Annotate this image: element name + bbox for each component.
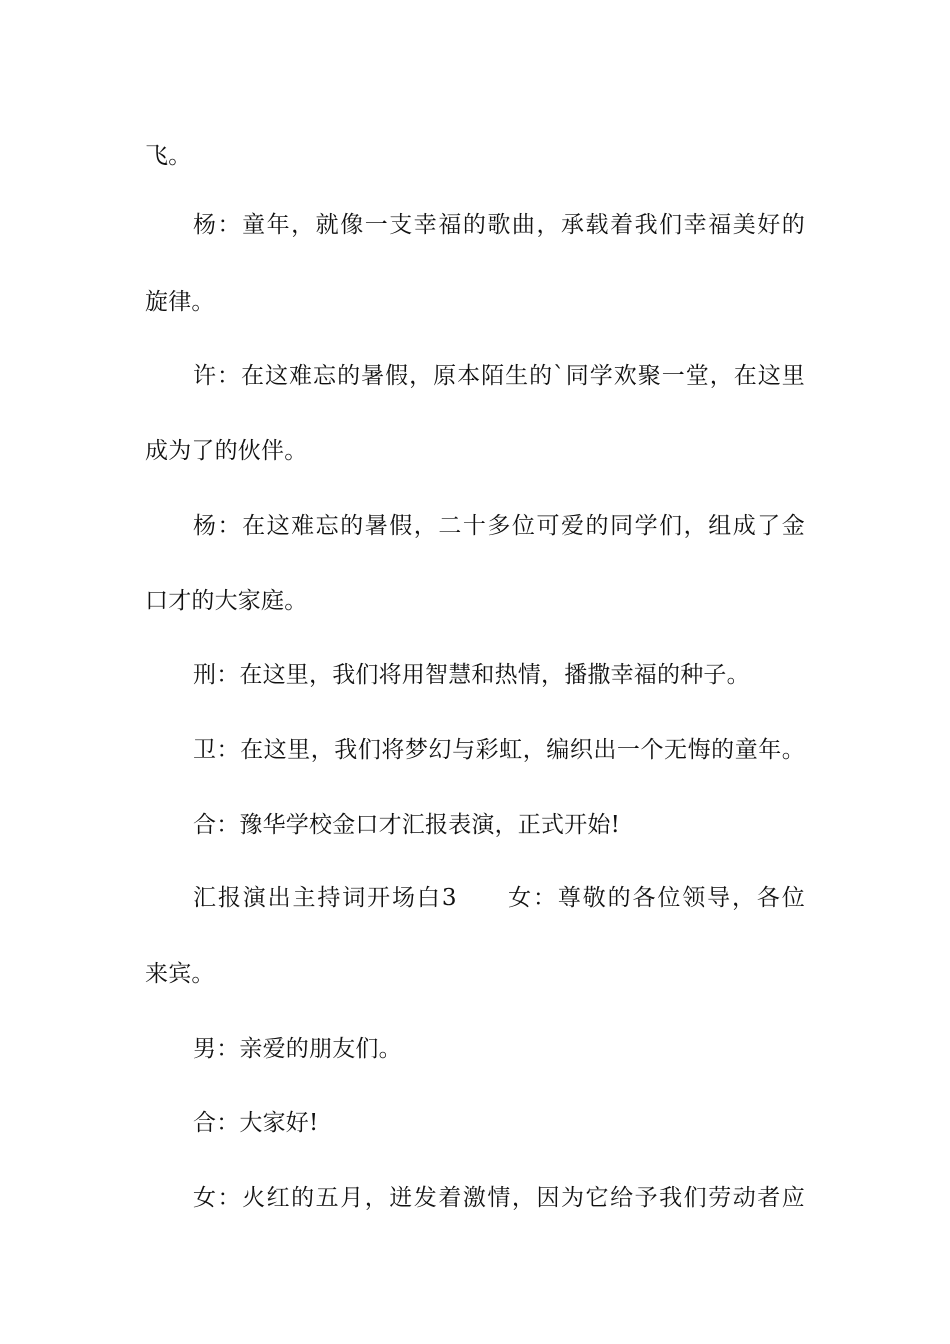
text-line: 合：大家好! [193, 1110, 319, 1136]
text-line: 女：火红的五月，迸发着激情，因为它给予我们劳动者应 [193, 1185, 805, 1211]
text-line: 合：豫华学校金口才汇报表演，正式开始! [193, 812, 621, 838]
text-line: 飞。 [145, 143, 192, 169]
text-line: 卫：在这里，我们将梦幻与彩虹，编织出一个无悔的童年。 [193, 737, 805, 763]
text-line: 成为了的伙伴。 [145, 438, 308, 464]
text-line: 刑：在这里，我们将用智慧和热情，播撒幸福的种子。 [193, 662, 750, 688]
text-line: 杨：童年，就像一支幸福的歌曲，承载着我们幸福美好的 [193, 212, 805, 238]
text-line: 口才的大家庭。 [145, 588, 308, 614]
text-line: 许：在这难忘的暑假，原本陌生的`同学欢聚一堂，在这里 [193, 363, 805, 389]
text-line: 男：亲爱的朋友们。 [193, 1036, 402, 1062]
text-line: 杨：在这难忘的暑假，二十多位可爱的同学们，组成了金 [193, 513, 805, 539]
text-line: 来宾。 [145, 961, 215, 987]
text-line: 汇报演出主持词开场白3 女：尊敬的各位领导，各位 [193, 885, 805, 911]
text-line: 旋律。 [145, 289, 215, 315]
